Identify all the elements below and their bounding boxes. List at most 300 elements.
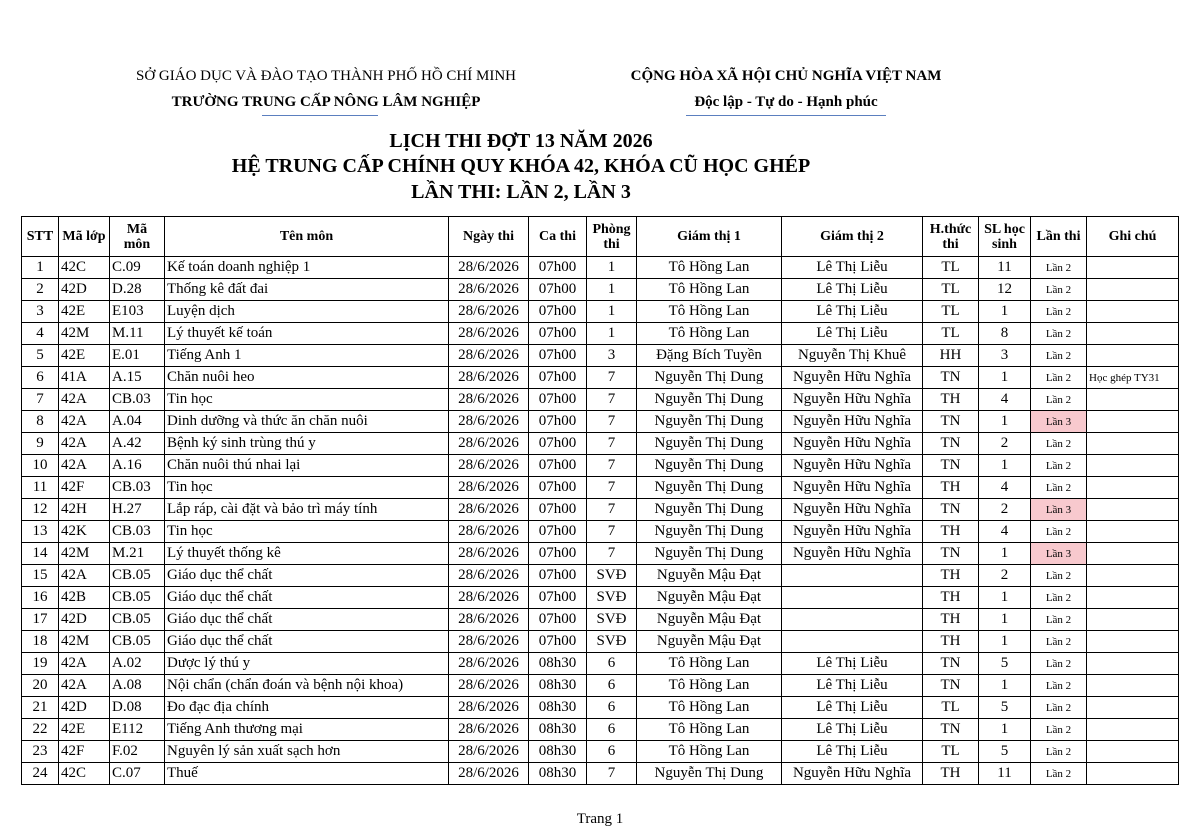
col-header-hinh-thuc: H.thức thi [923, 217, 979, 257]
cell-ngay-thi: 28/6/2026 [449, 719, 529, 741]
cell-giam-thi-2: Nguyễn Thị Khuê [782, 345, 923, 367]
cell-giam-thi-1: Nguyễn Thị Dung [637, 367, 782, 389]
cell-lan-thi: Lần 2 [1031, 389, 1087, 411]
cell-ngay-thi: 28/6/2026 [449, 499, 529, 521]
title-line-2: HỆ TRUNG CẤP CHÍNH QUY KHÓA 42, KHÓA CŨ HỌC GHÉP [231, 155, 811, 177]
cell-ca-thi: 07h00 [529, 301, 587, 323]
cell-so-luong: 4 [979, 477, 1031, 499]
cell-ma-lop: 42E [59, 345, 110, 367]
cell-giam-thi-2: Lê Thị Liễu [782, 675, 923, 697]
cell-ca-thi: 07h00 [529, 345, 587, 367]
motto: Độc lập - Tự do - Hạnh phúc [694, 94, 878, 110]
cell-giam-thi-1: Nguyễn Thị Dung [637, 477, 782, 499]
cell-giam-thi-1: Tô Hồng Lan [637, 697, 782, 719]
cell-so-luong: 3 [979, 345, 1031, 367]
cell-ghi-chu [1087, 345, 1179, 367]
cell-giam-thi-1: Nguyễn Thị Dung [637, 521, 782, 543]
cell-ca-thi: 07h00 [529, 389, 587, 411]
cell-stt: 13 [22, 521, 59, 543]
cell-hinh-thuc: TH [923, 587, 979, 609]
motto-underline [686, 115, 886, 116]
table-row [22, 389, 1179, 411]
cell-stt: 9 [22, 433, 59, 455]
cell-hinh-thuc: TN [923, 675, 979, 697]
cell-phong-thi: 7 [587, 543, 637, 565]
cell-ngay-thi: 28/6/2026 [449, 411, 529, 433]
cell-ghi-chu [1087, 477, 1179, 499]
cell-so-luong: 12 [979, 279, 1031, 301]
cell-hinh-thuc: TH [923, 763, 979, 785]
cell-phong-thi: 7 [587, 389, 637, 411]
cell-lan-thi: Lần 2 [1031, 279, 1087, 301]
cell-ca-thi: 08h30 [529, 763, 587, 785]
cell-stt: 3 [22, 301, 59, 323]
cell-phong-thi: 7 [587, 477, 637, 499]
cell-phong-thi: 6 [587, 675, 637, 697]
cell-ma-mon: F.02 [110, 741, 165, 763]
cell-ma-lop: 42B [59, 587, 110, 609]
table-header-row [22, 217, 1179, 257]
cell-giam-thi-2: Lê Thị Liễu [782, 697, 923, 719]
cell-stt: 7 [22, 389, 59, 411]
cell-ten-mon: Thống kê đất đai [165, 279, 449, 301]
cell-phong-thi: SVĐ [587, 587, 637, 609]
cell-giam-thi-1: Tô Hồng Lan [637, 323, 782, 345]
cell-phong-thi: 6 [587, 697, 637, 719]
col-header-so-luong: SL học sinh [979, 217, 1031, 257]
cell-giam-thi-2: Nguyễn Hữu Nghĩa [782, 499, 923, 521]
cell-ten-mon: Chăn nuôi thú nhai lại [165, 455, 449, 477]
cell-ghi-chu [1087, 653, 1179, 675]
cell-lan-thi: Lần 2 [1031, 323, 1087, 345]
cell-giam-thi-2 [782, 587, 923, 609]
cell-phong-thi: 7 [587, 455, 637, 477]
cell-phong-thi: 7 [587, 367, 637, 389]
cell-lan-thi: Lần 2 [1031, 565, 1087, 587]
table-row [22, 543, 1179, 565]
cell-ma-lop: 42A [59, 411, 110, 433]
cell-ma-lop: 42F [59, 477, 110, 499]
table-row [22, 345, 1179, 367]
cell-ten-mon: Tin học [165, 521, 449, 543]
cell-giam-thi-1: Tô Hồng Lan [637, 301, 782, 323]
cell-so-luong: 1 [979, 631, 1031, 653]
cell-ca-thi: 08h30 [529, 675, 587, 697]
cell-stt: 16 [22, 587, 59, 609]
title-line-1: LỊCH THI ĐỢT 13 NĂM 2026 [389, 130, 653, 152]
cell-ghi-chu [1087, 565, 1179, 587]
cell-lan-thi: Lần 2 [1031, 631, 1087, 653]
col-header-ma-mon: Mã môn [110, 217, 165, 257]
cell-hinh-thuc: TL [923, 257, 979, 279]
cell-hinh-thuc: TN [923, 411, 979, 433]
cell-ten-mon: Giáo dục thể chất [165, 565, 449, 587]
col-header-giam-thi-1: Giám thị 1 [637, 217, 782, 257]
cell-lan-thi: Lần 3 [1031, 499, 1087, 521]
cell-lan-thi: Lần 2 [1031, 653, 1087, 675]
cell-ngay-thi: 28/6/2026 [449, 763, 529, 785]
cell-ghi-chu [1087, 543, 1179, 565]
col-header-giam-thi-2: Giám thị 2 [782, 217, 923, 257]
cell-ca-thi: 07h00 [529, 279, 587, 301]
cell-ma-mon: CB.03 [110, 521, 165, 543]
cell-giam-thi-2: Nguyễn Hữu Nghĩa [782, 477, 923, 499]
cell-ghi-chu [1087, 609, 1179, 631]
cell-ngay-thi: 28/6/2026 [449, 675, 529, 697]
cell-ma-lop: 42C [59, 257, 110, 279]
cell-phong-thi: SVĐ [587, 609, 637, 631]
cell-lan-thi: Lần 2 [1031, 455, 1087, 477]
cell-ma-lop: 42H [59, 499, 110, 521]
cell-giam-thi-2: Nguyễn Hữu Nghĩa [782, 763, 923, 785]
cell-lan-thi: Lần 2 [1031, 587, 1087, 609]
cell-ca-thi: 07h00 [529, 543, 587, 565]
cell-so-luong: 5 [979, 653, 1031, 675]
cell-lan-thi: Lần 2 [1031, 675, 1087, 697]
cell-lan-thi: Lần 2 [1031, 257, 1087, 279]
cell-ca-thi: 08h30 [529, 653, 587, 675]
cell-giam-thi-2: Nguyễn Hữu Nghĩa [782, 455, 923, 477]
cell-ghi-chu [1087, 279, 1179, 301]
cell-ngay-thi: 28/6/2026 [449, 367, 529, 389]
cell-so-luong: 1 [979, 587, 1031, 609]
cell-giam-thi-2: Lê Thị Liễu [782, 653, 923, 675]
cell-phong-thi: 1 [587, 257, 637, 279]
cell-hinh-thuc: TL [923, 279, 979, 301]
cell-ghi-chu [1087, 389, 1179, 411]
cell-ten-mon: Lý thuyết kế toán [165, 323, 449, 345]
cell-stt: 22 [22, 719, 59, 741]
cell-ma-lop: 42D [59, 609, 110, 631]
cell-ma-lop: 42D [59, 697, 110, 719]
cell-giam-thi-1: Nguyễn Mậu Đạt [637, 565, 782, 587]
cell-ten-mon: Dược lý thú y [165, 653, 449, 675]
country-name: CỘNG HÒA XÃ HỘI CHỦ NGHĨA VIỆT NAM [630, 68, 942, 84]
cell-ten-mon: Tin học [165, 477, 449, 499]
cell-ca-thi: 07h00 [529, 565, 587, 587]
cell-ma-mon: CB.05 [110, 565, 165, 587]
cell-phong-thi: 1 [587, 279, 637, 301]
cell-stt: 21 [22, 697, 59, 719]
cell-ma-mon: CB.03 [110, 477, 165, 499]
cell-ghi-chu [1087, 323, 1179, 345]
cell-ma-mon: E.01 [110, 345, 165, 367]
cell-giam-thi-2: Nguyễn Hữu Nghĩa [782, 543, 923, 565]
cell-giam-thi-1: Tô Hồng Lan [637, 653, 782, 675]
cell-hinh-thuc: TL [923, 323, 979, 345]
table-row [22, 521, 1179, 543]
cell-ma-mon: CB.05 [110, 631, 165, 653]
cell-ngay-thi: 28/6/2026 [449, 389, 529, 411]
cell-phong-thi: 7 [587, 521, 637, 543]
col-header-stt: STT [22, 217, 59, 257]
cell-ma-mon: C.07 [110, 763, 165, 785]
cell-ten-mon: Giáo dục thể chất [165, 587, 449, 609]
cell-giam-thi-1: Nguyễn Thị Dung [637, 543, 782, 565]
cell-hinh-thuc: TN [923, 367, 979, 389]
school-name: TRƯỜNG TRUNG CẤP NÔNG LÂM NGHIỆP [171, 94, 481, 110]
cell-so-luong: 5 [979, 741, 1031, 763]
cell-stt: 18 [22, 631, 59, 653]
cell-ca-thi: 07h00 [529, 323, 587, 345]
cell-ma-mon: CB.05 [110, 609, 165, 631]
cell-ghi-chu [1087, 521, 1179, 543]
cell-ngay-thi: 28/6/2026 [449, 257, 529, 279]
cell-ngay-thi: 28/6/2026 [449, 741, 529, 763]
cell-giam-thi-2: Lê Thị Liễu [782, 719, 923, 741]
cell-ngay-thi: 28/6/2026 [449, 609, 529, 631]
cell-ma-lop: 42M [59, 631, 110, 653]
cell-giam-thi-1: Nguyễn Thị Dung [637, 499, 782, 521]
table-row [22, 477, 1179, 499]
cell-giam-thi-1: Tô Hồng Lan [637, 675, 782, 697]
cell-ca-thi: 07h00 [529, 499, 587, 521]
cell-hinh-thuc: TL [923, 301, 979, 323]
cell-lan-thi: Lần 2 [1031, 477, 1087, 499]
cell-ngay-thi: 28/6/2026 [449, 345, 529, 367]
cell-so-luong: 1 [979, 675, 1031, 697]
cell-so-luong: 1 [979, 543, 1031, 565]
cell-hinh-thuc: TN [923, 455, 979, 477]
cell-hinh-thuc: TN [923, 433, 979, 455]
cell-so-luong: 1 [979, 719, 1031, 741]
cell-phong-thi: SVĐ [587, 565, 637, 587]
cell-phong-thi: 7 [587, 499, 637, 521]
cell-so-luong: 1 [979, 367, 1031, 389]
cell-ten-mon: Dinh dưỡng và thức ăn chăn nuôi [165, 411, 449, 433]
table-row [22, 257, 1179, 279]
cell-giam-thi-1: Tô Hồng Lan [637, 719, 782, 741]
cell-giam-thi-1: Tô Hồng Lan [637, 741, 782, 763]
cell-ten-mon: Tiếng Anh 1 [165, 345, 449, 367]
cell-ma-mon: M.21 [110, 543, 165, 565]
cell-ghi-chu [1087, 587, 1179, 609]
cell-ghi-chu [1087, 433, 1179, 455]
cell-stt: 12 [22, 499, 59, 521]
cell-lan-thi: Lần 2 [1031, 301, 1087, 323]
table-row [22, 587, 1179, 609]
cell-hinh-thuc: TH [923, 565, 979, 587]
cell-ghi-chu [1087, 455, 1179, 477]
cell-ma-lop: 42A [59, 653, 110, 675]
cell-giam-thi-1: Nguyễn Mậu Đạt [637, 609, 782, 631]
table-row [22, 763, 1179, 785]
cell-ma-mon: A.15 [110, 367, 165, 389]
cell-ngay-thi: 28/6/2026 [449, 653, 529, 675]
cell-phong-thi: 7 [587, 763, 637, 785]
cell-ma-mon: A.42 [110, 433, 165, 455]
table-row [22, 279, 1179, 301]
cell-ma-mon: D.28 [110, 279, 165, 301]
cell-so-luong: 8 [979, 323, 1031, 345]
cell-ca-thi: 07h00 [529, 631, 587, 653]
cell-giam-thi-2 [782, 631, 923, 653]
cell-hinh-thuc: TH [923, 477, 979, 499]
cell-giam-thi-1: Nguyễn Thị Dung [637, 433, 782, 455]
cell-so-luong: 2 [979, 565, 1031, 587]
cell-hinh-thuc: TL [923, 697, 979, 719]
cell-ma-lop: 42A [59, 565, 110, 587]
table-row [22, 609, 1179, 631]
cell-ma-lop: 42A [59, 389, 110, 411]
cell-ma-lop: 42K [59, 521, 110, 543]
cell-phong-thi: 7 [587, 411, 637, 433]
cell-giam-thi-1: Nguyễn Mậu Đạt [637, 587, 782, 609]
cell-giam-thi-2: Nguyễn Hữu Nghĩa [782, 433, 923, 455]
cell-ma-mon: E103 [110, 301, 165, 323]
cell-ten-mon: Lắp ráp, cài đặt và bảo trì máy tính [165, 499, 449, 521]
cell-giam-thi-1: Nguyễn Mậu Đạt [637, 631, 782, 653]
cell-ten-mon: Kế toán doanh nghiệp 1 [165, 257, 449, 279]
cell-lan-thi: Lần 3 [1031, 411, 1087, 433]
page-number: Trang 1 [576, 811, 624, 827]
cell-ma-lop: 42M [59, 323, 110, 345]
cell-ten-mon: Tin học [165, 389, 449, 411]
cell-ghi-chu [1087, 257, 1179, 279]
cell-lan-thi: Lần 2 [1031, 719, 1087, 741]
cell-stt: 10 [22, 455, 59, 477]
cell-ma-lop: 42M [59, 543, 110, 565]
cell-ca-thi: 07h00 [529, 587, 587, 609]
cell-ma-lop: 42A [59, 675, 110, 697]
cell-ten-mon: Tiếng Anh thương mại [165, 719, 449, 741]
cell-giam-thi-1: Đặng Bích Tuyền [637, 345, 782, 367]
cell-ten-mon: Chăn nuôi heo [165, 367, 449, 389]
cell-phong-thi: 3 [587, 345, 637, 367]
cell-ten-mon: Nguyên lý sản xuất sạch hơn [165, 741, 449, 763]
cell-lan-thi: Lần 2 [1031, 763, 1087, 785]
cell-ghi-chu [1087, 719, 1179, 741]
cell-ghi-chu [1087, 301, 1179, 323]
cell-so-luong: 2 [979, 433, 1031, 455]
cell-ma-mon: A.02 [110, 653, 165, 675]
table-row [22, 411, 1179, 433]
col-header-ca-thi: Ca thi [529, 217, 587, 257]
cell-ca-thi: 07h00 [529, 433, 587, 455]
cell-ma-lop: 42A [59, 433, 110, 455]
cell-lan-thi: Lần 2 [1031, 741, 1087, 763]
cell-stt: 8 [22, 411, 59, 433]
cell-ca-thi: 08h30 [529, 719, 587, 741]
cell-phong-thi: SVĐ [587, 631, 637, 653]
cell-ma-mon: D.08 [110, 697, 165, 719]
cell-lan-thi: Lần 2 [1031, 697, 1087, 719]
cell-ten-mon: Bệnh ký sinh trùng thú y [165, 433, 449, 455]
cell-stt: 1 [22, 257, 59, 279]
cell-so-luong: 4 [979, 389, 1031, 411]
table-row [22, 741, 1179, 763]
cell-giam-thi-1: Nguyễn Thị Dung [637, 455, 782, 477]
cell-ten-mon: Thuế [165, 763, 449, 785]
cell-hinh-thuc: TH [923, 521, 979, 543]
cell-ma-lop: 41A [59, 367, 110, 389]
cell-giam-thi-1: Tô Hồng Lan [637, 257, 782, 279]
col-header-phong-thi: Phòng thi [587, 217, 637, 257]
cell-ten-mon: Giáo dục thể chất [165, 631, 449, 653]
cell-hinh-thuc: TN [923, 653, 979, 675]
cell-giam-thi-2 [782, 609, 923, 631]
cell-lan-thi: Lần 2 [1031, 367, 1087, 389]
cell-ca-thi: 07h00 [529, 609, 587, 631]
cell-hinh-thuc: TL [923, 741, 979, 763]
cell-ngay-thi: 28/6/2026 [449, 521, 529, 543]
cell-stt: 23 [22, 741, 59, 763]
cell-giam-thi-2 [782, 565, 923, 587]
cell-ca-thi: 08h30 [529, 697, 587, 719]
cell-ma-mon: H.27 [110, 499, 165, 521]
cell-giam-thi-2: Lê Thị Liễu [782, 301, 923, 323]
cell-giam-thi-2: Nguyễn Hữu Nghĩa [782, 389, 923, 411]
cell-ngay-thi: 28/6/2026 [449, 433, 529, 455]
table-row [22, 323, 1179, 345]
cell-giam-thi-2: Nguyễn Hữu Nghĩa [782, 521, 923, 543]
table-row [22, 719, 1179, 741]
cell-phong-thi: 7 [587, 433, 637, 455]
table-row [22, 499, 1179, 521]
cell-giam-thi-1: Nguyễn Thị Dung [637, 389, 782, 411]
cell-ma-lop: 42F [59, 741, 110, 763]
cell-hinh-thuc: TN [923, 499, 979, 521]
table-row [22, 433, 1179, 455]
table-row [22, 697, 1179, 719]
cell-stt: 17 [22, 609, 59, 631]
cell-hinh-thuc: TH [923, 631, 979, 653]
cell-lan-thi: Lần 2 [1031, 521, 1087, 543]
cell-stt: 2 [22, 279, 59, 301]
cell-so-luong: 1 [979, 609, 1031, 631]
cell-ten-mon: Giáo dục thể chất [165, 609, 449, 631]
cell-ma-lop: 42E [59, 719, 110, 741]
table-row [22, 675, 1179, 697]
cell-ma-lop: 42A [59, 455, 110, 477]
cell-lan-thi: Lần 3 [1031, 543, 1087, 565]
cell-so-luong: 1 [979, 301, 1031, 323]
cell-giam-thi-1: Nguyễn Thị Dung [637, 763, 782, 785]
cell-hinh-thuc: TN [923, 719, 979, 741]
cell-giam-thi-2: Nguyễn Hữu Nghĩa [782, 411, 923, 433]
col-header-ma-lop: Mã lớp [59, 217, 110, 257]
cell-ma-mon: M.11 [110, 323, 165, 345]
col-header-ghi-chu: Ghi chú [1087, 217, 1179, 257]
cell-so-luong: 11 [979, 763, 1031, 785]
cell-lan-thi: Lần 2 [1031, 345, 1087, 367]
cell-ngay-thi: 28/6/2026 [449, 301, 529, 323]
cell-ca-thi: 07h00 [529, 411, 587, 433]
cell-ghi-chu [1087, 697, 1179, 719]
cell-lan-thi: Lần 2 [1031, 609, 1087, 631]
cell-giam-thi-1: Tô Hồng Lan [637, 279, 782, 301]
cell-ghi-chu [1087, 741, 1179, 763]
cell-stt: 19 [22, 653, 59, 675]
cell-ghi-chu [1087, 763, 1179, 785]
cell-phong-thi: 1 [587, 323, 637, 345]
cell-ghi-chu: Học ghép TY31 [1087, 367, 1179, 389]
cell-hinh-thuc: TN [923, 543, 979, 565]
cell-giam-thi-2: Lê Thị Liễu [782, 279, 923, 301]
cell-ngay-thi: 28/6/2026 [449, 565, 529, 587]
table-row [22, 631, 1179, 653]
cell-ca-thi: 07h00 [529, 477, 587, 499]
cell-stt: 4 [22, 323, 59, 345]
cell-ma-mon: A.08 [110, 675, 165, 697]
cell-so-luong: 1 [979, 455, 1031, 477]
cell-phong-thi: 6 [587, 741, 637, 763]
cell-so-luong: 4 [979, 521, 1031, 543]
cell-so-luong: 2 [979, 499, 1031, 521]
cell-ma-mon: E112 [110, 719, 165, 741]
cell-stt: 5 [22, 345, 59, 367]
cell-ghi-chu [1087, 675, 1179, 697]
